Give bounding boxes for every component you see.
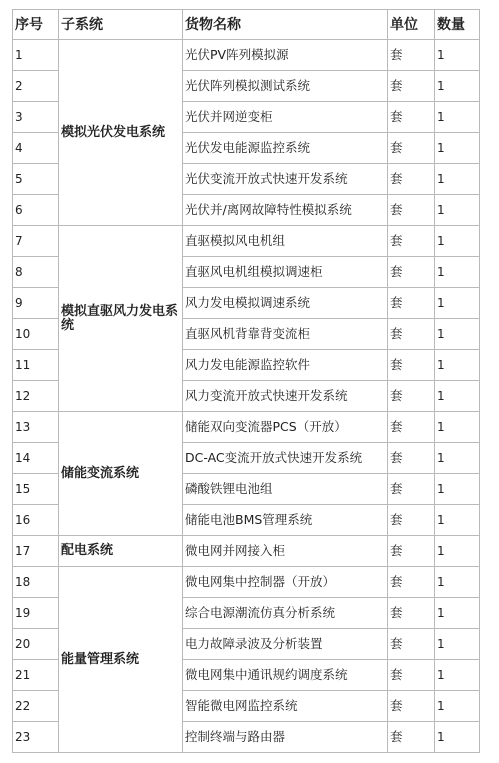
row-quantity: 1 [435, 722, 480, 753]
row-unit: 套 [388, 195, 435, 226]
header-goods-name: 货物名称 [183, 10, 388, 40]
row-unit: 套 [388, 660, 435, 691]
row-quantity: 1 [435, 660, 480, 691]
row-quantity: 1 [435, 412, 480, 443]
table-body [13, 40, 480, 753]
row-serial: 22 [13, 691, 59, 722]
row-unit: 套 [388, 474, 435, 505]
row-goods-name: 智能微电网监控系统 [183, 691, 388, 722]
row-serial: 3 [13, 102, 59, 133]
header-subsystem: 子系统 [59, 10, 183, 40]
row-serial: 15 [13, 474, 59, 505]
row-goods-name: 光伏变流开放式快速开发系统 [183, 164, 388, 195]
row-quantity: 1 [435, 598, 480, 629]
row-unit: 套 [388, 71, 435, 102]
row-unit: 套 [388, 350, 435, 381]
row-unit: 套 [388, 381, 435, 412]
row-serial: 8 [13, 257, 59, 288]
row-goods-name: 控制终端与路由器 [183, 722, 388, 753]
row-goods-name: 风力发电模拟调速系统 [183, 288, 388, 319]
header-row [13, 10, 480, 40]
row-goods-name: 风力发电能源监控软件 [183, 350, 388, 381]
row-serial: 21 [13, 660, 59, 691]
row-unit: 套 [388, 288, 435, 319]
row-serial: 1 [13, 40, 59, 71]
row-serial: 6 [13, 195, 59, 226]
row-goods-name: 直驱风机背靠背变流柜 [183, 319, 388, 350]
row-quantity: 1 [435, 257, 480, 288]
row-goods-name: 电力故障录波及分析装置 [183, 629, 388, 660]
row-goods-name: DC-AC变流开放式快速开发系统 [183, 443, 388, 474]
row-quantity: 1 [435, 164, 480, 195]
row-serial: 17 [13, 536, 59, 567]
row-serial: 5 [13, 164, 59, 195]
row-goods-name: 光伏发电能源监控系统 [183, 133, 388, 164]
row-unit: 套 [388, 257, 435, 288]
row-quantity: 1 [435, 350, 480, 381]
row-goods-name: 微电网集中通讯规约调度系统 [183, 660, 388, 691]
row-goods-name: 直驱风电机组模拟调速柜 [183, 257, 388, 288]
row-subsystem: 储能变流系统 [59, 412, 183, 536]
row-goods-name: 微电网集中控制器（开放） [183, 567, 388, 598]
goods-table-container [12, 9, 480, 753]
row-goods-name: 直驱模拟风电机组 [183, 226, 388, 257]
row-serial: 23 [13, 722, 59, 753]
row-serial: 20 [13, 629, 59, 660]
row-serial: 11 [13, 350, 59, 381]
row-quantity: 1 [435, 536, 480, 567]
row-unit: 套 [388, 691, 435, 722]
row-quantity: 1 [435, 288, 480, 319]
row-serial: 10 [13, 319, 59, 350]
row-quantity: 1 [435, 195, 480, 226]
row-unit: 套 [388, 567, 435, 598]
row-goods-name: 综合电源潮流仿真分析系统 [183, 598, 388, 629]
row-unit: 套 [388, 443, 435, 474]
row-quantity: 1 [435, 226, 480, 257]
row-subsystem: 配电系统 [59, 536, 183, 567]
row-unit: 套 [388, 536, 435, 567]
row-serial: 14 [13, 443, 59, 474]
row-quantity: 1 [435, 443, 480, 474]
row-goods-name: 微电网并网接入柜 [183, 536, 388, 567]
row-quantity: 1 [435, 474, 480, 505]
row-quantity: 1 [435, 71, 480, 102]
row-subsystem: 能量管理系统 [59, 567, 183, 753]
row-serial: 9 [13, 288, 59, 319]
table-row [13, 40, 480, 71]
table-row [13, 567, 480, 598]
goods-table [12, 9, 480, 753]
header-serial: 序号 [13, 10, 59, 40]
row-goods-name: 光伏PV阵列模拟源 [183, 40, 388, 71]
row-quantity: 1 [435, 381, 480, 412]
row-unit: 套 [388, 629, 435, 660]
row-quantity: 1 [435, 40, 480, 71]
row-goods-name: 光伏阵列模拟测试系统 [183, 71, 388, 102]
row-goods-name: 储能电池BMS管理系统 [183, 505, 388, 536]
row-quantity: 1 [435, 629, 480, 660]
row-quantity: 1 [435, 505, 480, 536]
row-unit: 套 [388, 164, 435, 195]
row-quantity: 1 [435, 567, 480, 598]
table-row [13, 226, 480, 257]
row-unit: 套 [388, 133, 435, 164]
row-serial: 19 [13, 598, 59, 629]
row-unit: 套 [388, 319, 435, 350]
row-unit: 套 [388, 226, 435, 257]
table-row [13, 412, 480, 443]
row-serial: 13 [13, 412, 59, 443]
row-goods-name: 风力变流开放式快速开发系统 [183, 381, 388, 412]
row-serial: 18 [13, 567, 59, 598]
row-quantity: 1 [435, 102, 480, 133]
row-goods-name: 光伏并/离网故障特性模拟系统 [183, 195, 388, 226]
row-unit: 套 [388, 722, 435, 753]
row-serial: 12 [13, 381, 59, 412]
row-unit: 套 [388, 505, 435, 536]
row-unit: 套 [388, 40, 435, 71]
row-quantity: 1 [435, 133, 480, 164]
row-serial: 16 [13, 505, 59, 536]
row-serial: 4 [13, 133, 59, 164]
row-goods-name: 磷酸铁锂电池组 [183, 474, 388, 505]
header-unit: 单位 [388, 10, 435, 40]
row-unit: 套 [388, 412, 435, 443]
header-quantity: 数量 [435, 10, 480, 40]
row-subsystem: 模拟直驱风力发电系统 [59, 226, 183, 412]
table-row [13, 536, 480, 567]
row-goods-name: 储能双向变流器PCS（开放） [183, 412, 388, 443]
row-quantity: 1 [435, 691, 480, 722]
row-unit: 套 [388, 102, 435, 133]
row-serial: 7 [13, 226, 59, 257]
row-quantity: 1 [435, 319, 480, 350]
row-goods-name: 光伏并网逆变柜 [183, 102, 388, 133]
row-serial: 2 [13, 71, 59, 102]
row-unit: 套 [388, 598, 435, 629]
row-subsystem: 模拟光伏发电系统 [59, 40, 183, 226]
